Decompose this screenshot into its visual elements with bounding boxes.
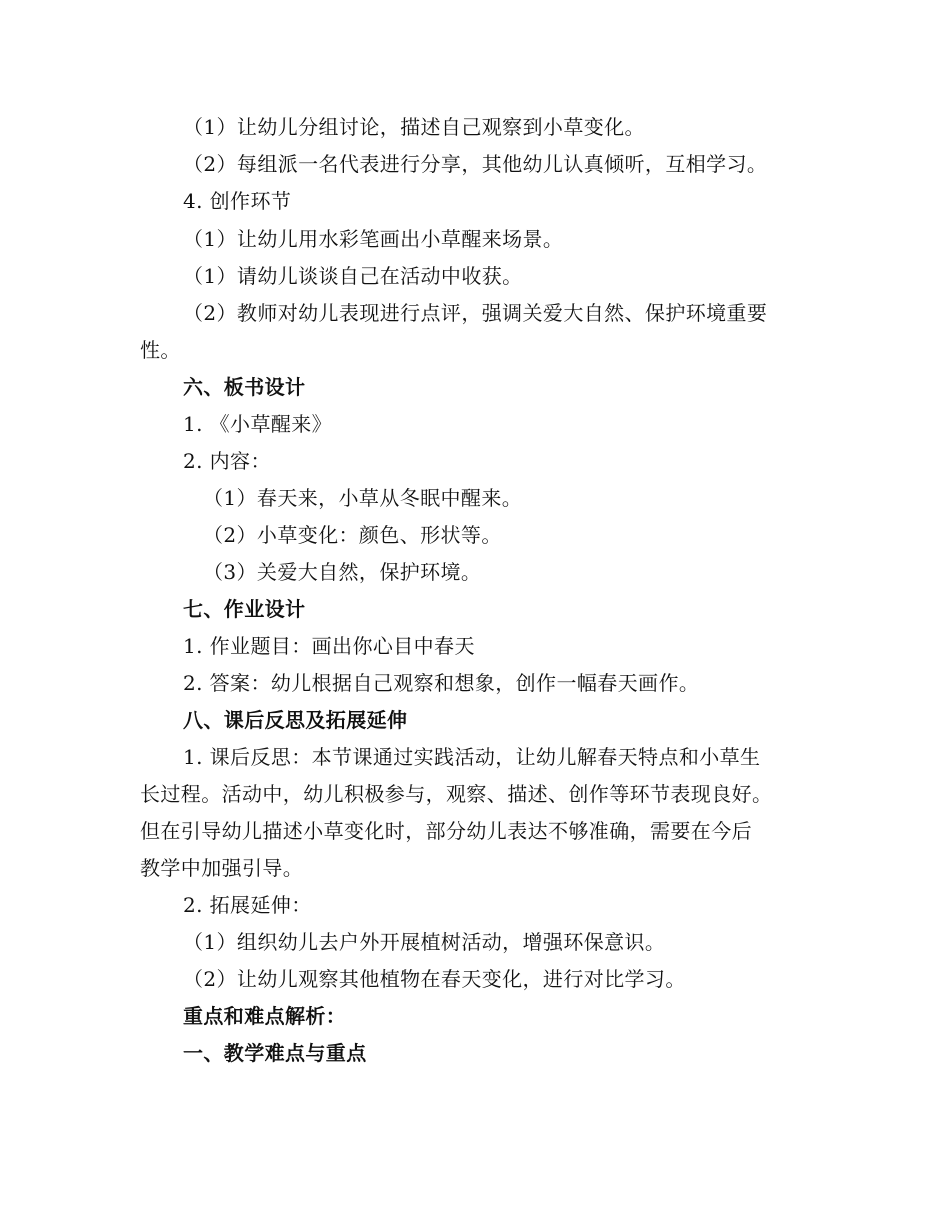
list-item: 1. 作业题目：画出你心目中春天 — [183, 634, 475, 658]
body-line: 但在引导幼儿描述小草变化时，部分幼儿表达不够准确，需要在今后 — [140, 819, 752, 843]
body-line: （1）请幼儿谈谈自己在活动中收获。 — [183, 264, 523, 288]
body-line: 性。 — [140, 338, 181, 362]
sub-list-item: （2）小草变化：颜色、形状等。 — [203, 523, 502, 547]
section-heading: 六、板书设计 — [183, 375, 306, 399]
body-line: 1. 课后反思：本节课通过实践活动，让幼儿解春天特点和小草生 — [183, 745, 761, 769]
body-line: 长过程。活动中，幼儿积极参与，观察、描述、创作等环节表现良好。 — [140, 782, 773, 806]
section-heading: 七、作业设计 — [183, 597, 306, 621]
sub-list-item: （3）关爱大自然，保护环境。 — [203, 560, 482, 584]
list-item: 2. 内容： — [183, 449, 271, 473]
body-line: （2）每组派一名代表进行分享，其他幼儿认真倾听，互相学习。 — [183, 152, 768, 176]
body-line: （1）让幼儿分组讨论，描述自己观察到小草变化。 — [183, 115, 645, 139]
section-heading: 一、教学难点与重点 — [183, 1041, 367, 1065]
sub-list-item: （2）让幼儿观察其他植物在春天变化，进行对比学习。 — [183, 967, 686, 991]
body-line: 教学中加强引导。 — [140, 856, 304, 880]
list-item: 1. 《小草醒来》 — [183, 412, 333, 436]
section-heading: 重点和难点解析： — [183, 1004, 347, 1028]
sub-list-item: （1）春天来，小草从冬眠中醒来。 — [203, 486, 523, 510]
list-item-heading: 4. 创作环节 — [183, 189, 292, 213]
body-line: （1）让幼儿用水彩笔画出小草醒来场景。 — [183, 227, 564, 251]
section-heading: 八、课后反思及拓展延伸 — [183, 708, 408, 732]
sub-list-item: （1）组织幼儿去户外开展植树活动，增强环保意识。 — [183, 930, 666, 954]
list-item: 2. 拓展延伸： — [183, 893, 312, 917]
list-item: 2. 答案：幼儿根据自己观察和想象，创作一幅春天画作。 — [183, 671, 700, 695]
body-line: （2）教师对幼儿表现进行点评，强调关爱大自然、保护环境重要 — [183, 301, 768, 325]
